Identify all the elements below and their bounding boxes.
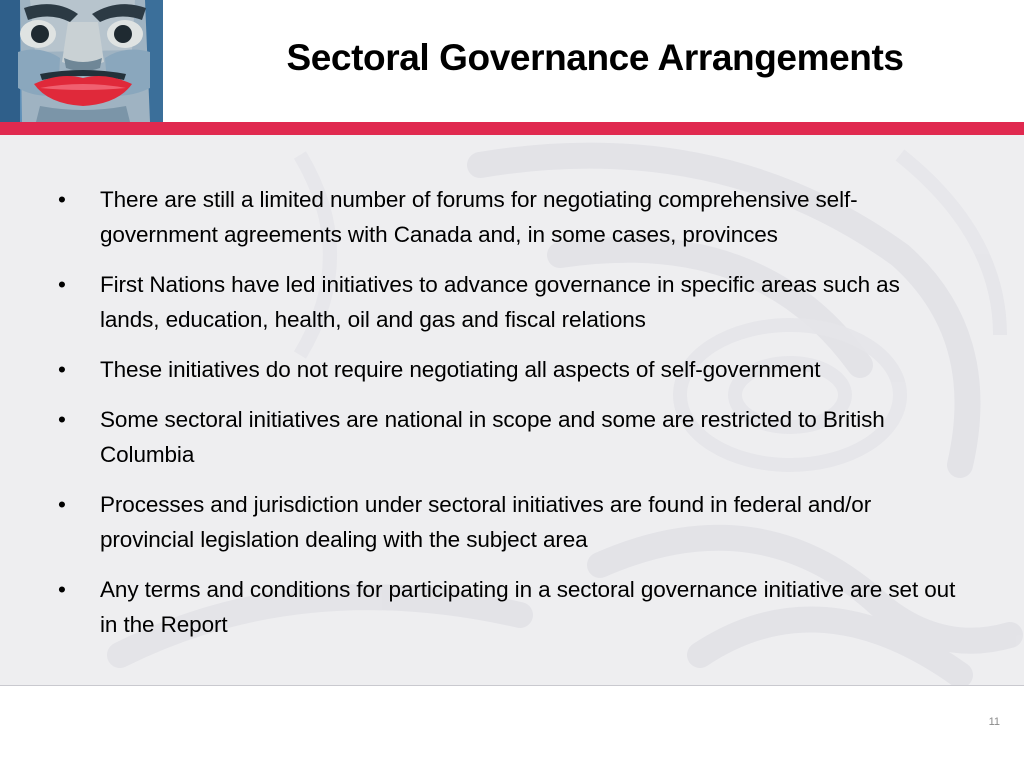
bullet-dot: • <box>58 492 66 517</box>
bullet-dot: • <box>58 407 66 432</box>
bullet-item <box>58 402 958 472</box>
slide-title: Sectoral Governance Arrangements <box>286 37 904 78</box>
page-number: 11 <box>988 716 1000 728</box>
bullet-dot: • <box>58 187 66 212</box>
bullet-item <box>58 267 958 337</box>
bullet-text: These initiatives do not require negotiating all aspects of self-government <box>100 357 821 382</box>
bullet-text: Some sectoral initiatives are national in scope and some are restricted to British Columbia <box>100 407 885 467</box>
bullet-item <box>58 487 958 557</box>
accent-bar <box>0 122 1024 135</box>
bullet-dot: • <box>58 577 66 602</box>
carved-mask-logo <box>0 0 163 122</box>
bullet-text: First Nations have led initiatives to advance governance in specific areas such as lands, education, health, oil and gas and fiscal relations <box>100 272 900 332</box>
bullet-text: Any terms and conditions for participating in a sectoral governance initiative are set out in the Report <box>100 577 956 637</box>
bullet-item <box>58 352 958 387</box>
slide-header <box>0 0 1024 122</box>
bullet-list <box>58 182 958 657</box>
bullet-dot: • <box>58 357 66 382</box>
bullet-item <box>58 572 958 642</box>
bullet-item <box>58 182 958 252</box>
bullet-text: Processes and jurisdiction under sectoral initiatives are found in federal and/or provincial legislation dealing with the subject area <box>100 492 872 552</box>
bullet-dot: • <box>58 272 66 297</box>
bullet-text: There are still a limited number of forums for negotiating comprehensive self-government agreements with Canada and, in some cases, provinces <box>100 187 858 247</box>
content-bottom-rule <box>0 685 1024 686</box>
